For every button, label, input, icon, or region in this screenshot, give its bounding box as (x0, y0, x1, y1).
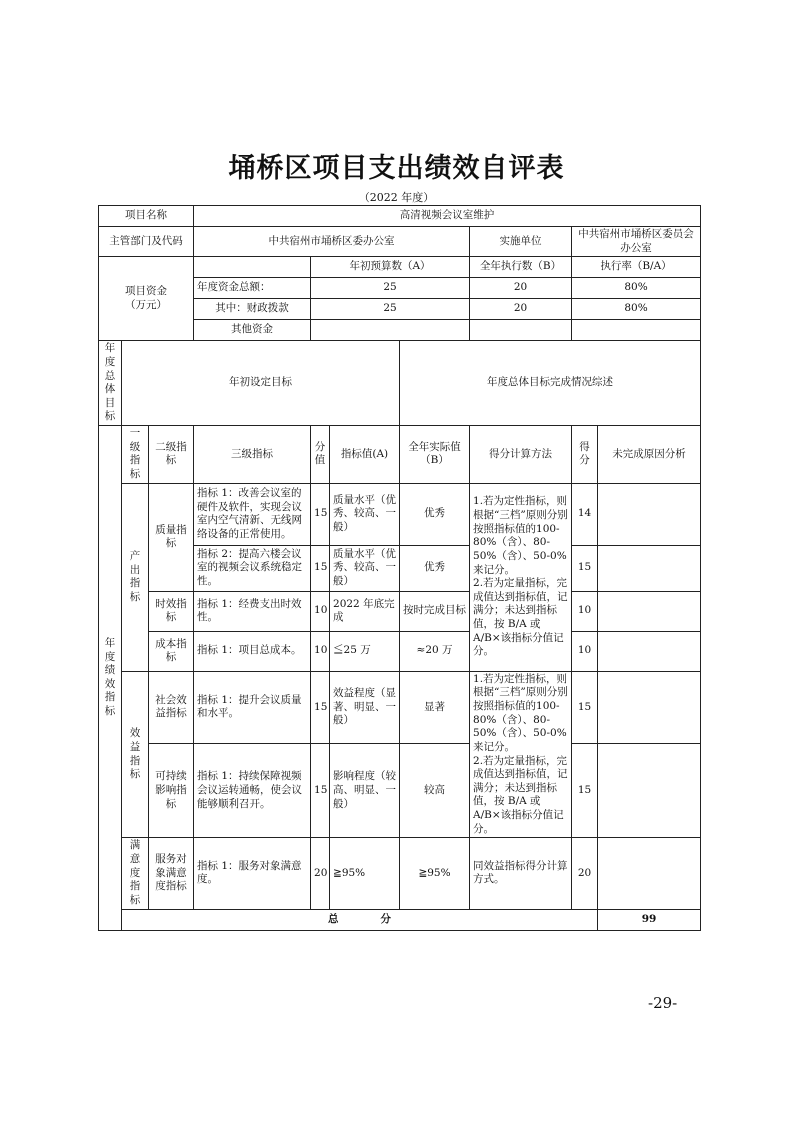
row-actual: 优秀 (400, 483, 470, 545)
row-reason (598, 631, 701, 671)
benefit-group-label: 效 益 指 标 (122, 671, 149, 838)
row-reason (598, 838, 701, 909)
page-number: -29- (648, 994, 678, 1012)
total-label: 总 分 (122, 909, 598, 930)
row-level3: 指标 1：项目总成本。 (194, 631, 311, 671)
row-score: 10 (572, 591, 598, 631)
other-funds-a (311, 320, 470, 341)
initial-goal-header: 年初设定目标 (122, 341, 400, 426)
row-weight: 10 (311, 631, 330, 671)
level3-header: 三级指标 (194, 426, 311, 484)
impl-unit-label: 实施单位 (470, 227, 572, 257)
level2-header: 二级指标 (149, 426, 194, 484)
row-weight: 15 (311, 671, 330, 743)
budget-a-header: 年初预算数（A） (311, 257, 470, 278)
row-reason (598, 545, 701, 591)
output-group-label: 产 出 指 标 (122, 483, 149, 671)
row-actual: ≧95% (400, 838, 470, 909)
row-target: 质量水平（优秀、较高、一般） (330, 545, 400, 591)
row-score: 20 (572, 838, 598, 909)
row-actual: ≈20 万 (400, 631, 470, 671)
exec-b-header: 全年执行数（B） (470, 257, 572, 278)
row-weight: 20 (311, 838, 330, 909)
total-funds-b: 20 (470, 278, 572, 299)
total-funds-label: 年度资金总额： (194, 278, 311, 299)
goal-summary-header: 年度总体目标完成情况综述 (400, 341, 701, 426)
row-actual: 优秀 (400, 545, 470, 591)
year-subtitle: （2022 年度） (358, 191, 435, 204)
row-weight: 15 (311, 545, 330, 591)
fiscal-b: 20 (470, 299, 572, 320)
total-funds-a: 25 (311, 278, 470, 299)
row-reason (598, 671, 701, 743)
project-name-value: 高清视频会议室维护 (194, 206, 701, 227)
row-level3: 指标 1：提升会议质量和水平。 (194, 671, 311, 743)
total-score: 99 (598, 909, 701, 930)
evaluation-table (98, 205, 701, 931)
level1-header: 一 级 指 标 (122, 426, 149, 484)
row-target: 影响程度（较高、明显、一般） (330, 744, 400, 838)
row-level2: 成本指标 (149, 631, 194, 671)
exec-rate-header: 执行率（B/A） (572, 257, 701, 278)
perf-indicators-label: 年 度 绩 效 指 标 (99, 426, 122, 930)
actual-header: 全年实际值（B） (400, 426, 470, 484)
page-title: 埇桥区项目支出绩效自评表 (228, 153, 565, 184)
row-score: 14 (572, 483, 598, 545)
row-level3: 指标 1：持续保障视频会议运转通畅，使会议能够顺利召开。 (194, 744, 311, 838)
impl-unit-value: 中共宿州市埇桥区委员会办公室 (572, 227, 701, 257)
fiscal-label: 其中：财政拨款 (194, 299, 311, 320)
target-header: 指标值(A) (330, 426, 400, 484)
dept-value: 中共宿州市埇桥区委办公室 (194, 227, 470, 257)
row-level2: 可持续影响指标 (149, 744, 194, 838)
row-target: 2022 年底完成 (330, 591, 400, 631)
row-weight: 10 (311, 591, 330, 631)
other-funds-label: 其他资金 (194, 320, 311, 341)
row-target: ≧95% (330, 838, 400, 909)
row-score: 15 (572, 545, 598, 591)
method-output: 1.若为定性指标，则根据“三档”原则分别按照指标值的100-80%（含）、80-50%（含）、50-0%来记分。 2.若为定量指标，完成值达到指标值，记满分；未达到指标值，按 B/A 或 A/B×该指标分值记分。 (470, 483, 572, 671)
funds-label: 项目资金 （万元） (99, 257, 194, 341)
method-header: 得分计算方法 (470, 426, 572, 484)
row-reason (598, 744, 701, 838)
row-level2: 质量指标 (149, 483, 194, 591)
row-level3: 指标 1：服务对象满意度。 (194, 838, 311, 909)
dept-label: 主管部门及代码 (99, 227, 194, 257)
row-level3: 指标 1：经费支出时效性。 (194, 591, 311, 631)
row-weight: 15 (311, 483, 330, 545)
row-level3: 指标 1：改善会议室的硬件及软件，实现会议室内空气清新、无线网络设备的正常使用。 (194, 483, 311, 545)
row-level2: 时效指标 (149, 591, 194, 631)
reason-header: 未完成原因分析 (598, 426, 701, 484)
method-benefit: 1.若为定性指标，则根据“三档”原则分别按照指标值的100-80%（含）、80-50%（含）、50-0%来记分。 2.若为定量指标，完成值达到指标值，记满分；未达到指标值，按 B/A 或 A/B×该指标分值记分。 (470, 671, 572, 838)
annual-goal-label: 年 度 总 体 目 标 (99, 341, 122, 426)
row-level2: 社会效益指标 (149, 671, 194, 743)
row-actual: 较高 (400, 744, 470, 838)
row-reason (598, 483, 701, 545)
row-score: 15 (572, 671, 598, 743)
row-target: 质量水平（优秀、较高、一般） (330, 483, 400, 545)
row-level2: 服务对象满意度指标 (149, 838, 194, 909)
project-name-label: 项目名称 (99, 206, 194, 227)
row-reason (598, 591, 701, 631)
other-funds-b (470, 320, 572, 341)
fiscal-rate: 80% (572, 299, 701, 320)
funds-header-blank (194, 257, 311, 278)
score-header: 得 分 (572, 426, 598, 484)
fiscal-a: 25 (311, 299, 470, 320)
satisfaction-group-label: 满 意 度 指 标 (122, 838, 149, 909)
row-score: 15 (572, 744, 598, 838)
method-satisfaction: 同效益指标得分计算方式。 (470, 838, 572, 909)
row-target: 效益程度（显著、明显、一般） (330, 671, 400, 743)
row-weight: 15 (311, 744, 330, 838)
other-funds-rate (572, 320, 701, 341)
row-target: ≦25 万 (330, 631, 400, 671)
weight-header: 分 值 (311, 426, 330, 484)
total-funds-rate: 80% (572, 278, 701, 299)
row-actual: 显著 (400, 671, 470, 743)
row-score: 10 (572, 631, 598, 671)
row-level3: 指标 2：提高六楼会议室的视频会议系统稳定性。 (194, 545, 311, 591)
row-actual: 按时完成目标 (400, 591, 470, 631)
